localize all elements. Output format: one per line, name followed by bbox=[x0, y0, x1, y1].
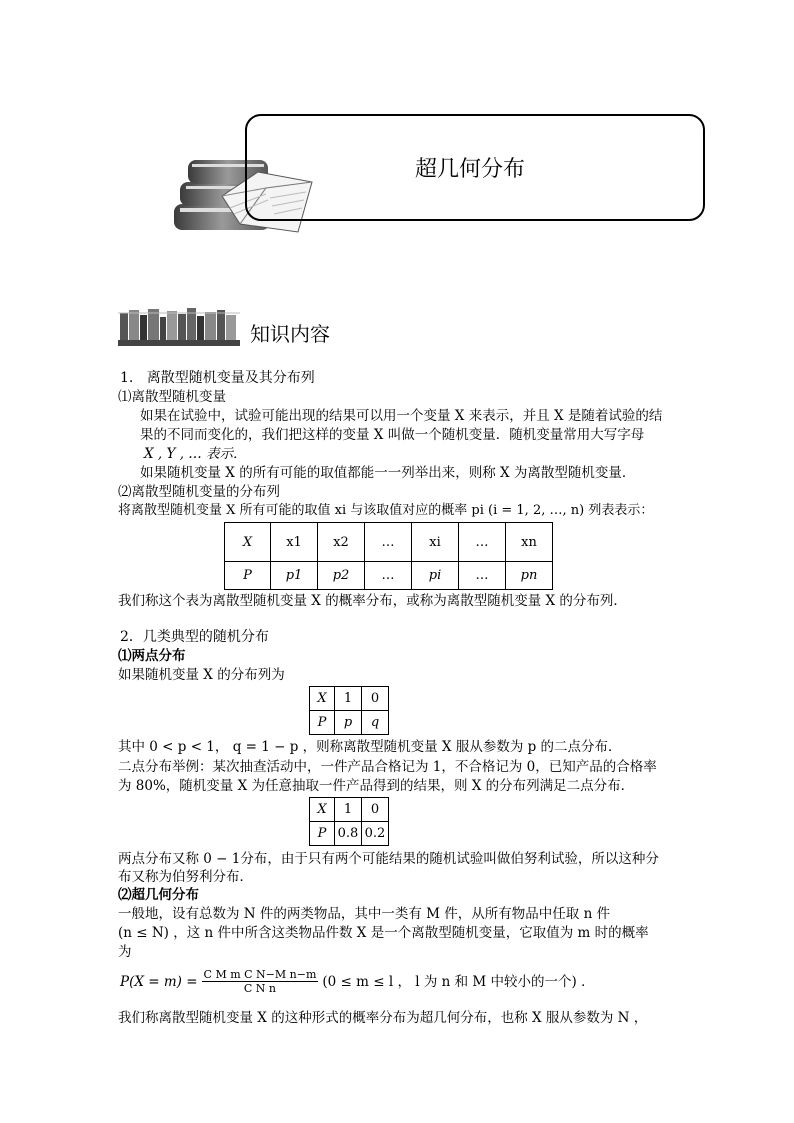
table-cell: x1 bbox=[271, 523, 318, 562]
bookshelf-icon bbox=[118, 307, 240, 347]
s1-sub1: ⑴离散型随机变量 bbox=[118, 389, 226, 405]
table-cell: xi bbox=[412, 523, 459, 562]
distribution-table bbox=[224, 522, 553, 590]
s2-para: (n ≤ N) ，这 n 件中所含这类物品件数 X 是一个离散型随机变量，它取值为 m 时的概率 bbox=[118, 925, 649, 941]
s1-para: 如果在试验中，试验可能出现的结果可以用一个变量 X 来表示，并且 X 是随着试验的结 bbox=[140, 408, 663, 424]
table-cell: x2 bbox=[318, 523, 365, 562]
two-point-table bbox=[309, 686, 389, 735]
formula-lhs: P(X = m) = bbox=[120, 973, 198, 990]
table-cell: 0.2 bbox=[362, 822, 389, 846]
s1-para: 如果随机变量 X 的所有可能的取值都能一一列举出来，则称 X 为离散型随机变量． bbox=[140, 465, 636, 481]
table-cell: p2 bbox=[318, 562, 365, 590]
table-cell: pi bbox=[412, 562, 459, 590]
table-cell: X bbox=[225, 523, 271, 562]
section-heading: 知识内容 bbox=[250, 322, 330, 346]
table-cell: P bbox=[225, 562, 271, 590]
table-cell: xn bbox=[506, 523, 553, 562]
table-cell: X bbox=[310, 798, 335, 822]
table-cell: … bbox=[365, 523, 412, 562]
table-cell: p1 bbox=[271, 562, 318, 590]
s2-para: 布又称为伯努利分布． bbox=[118, 869, 253, 885]
s1-para: X , Y , … 表示． bbox=[144, 446, 247, 462]
table-cell: q bbox=[362, 711, 389, 735]
s2-sub2: ⑵超几何分布 bbox=[118, 887, 199, 903]
s2-para: 两点分布又称 0 − 1分布，由于只有两个可能结果的随机试验叫做伯努利试验，所以这种分 bbox=[118, 851, 659, 867]
example-table bbox=[309, 797, 389, 846]
table-cell: 1 bbox=[335, 798, 362, 822]
formula-rhs: (0 ≤ m ≤ l ， l 为 n 和 M 中较小的一个) ． bbox=[322, 973, 595, 990]
table-cell: … bbox=[459, 562, 506, 590]
s2-para: 其中 0 < p < 1， q = 1 − p ，则称离散型随机变量 X 服从参数为 p 的二点分布． bbox=[118, 739, 622, 755]
s1-para: 将离散型随机变量 X 所有可能的取值 xi 与该取值对应的概率 pi (i = 1, 2, …, n) 列表表示： bbox=[118, 503, 654, 518]
table-cell: … bbox=[365, 562, 412, 590]
s2-para: 为 bbox=[118, 944, 132, 960]
page-title: 超几何分布 bbox=[414, 157, 525, 182]
formula-numerator: C M m C N−M n−m bbox=[203, 968, 317, 981]
s2-para: 一般地，设有总数为 N 件的两类物品，其中一类有 M 件，从所有物品中任取 n 件 bbox=[118, 906, 611, 922]
s1-heading: 1. 离散型随机变量及其分布列 bbox=[120, 370, 315, 386]
formula-fraction bbox=[202, 968, 319, 995]
s1-para: 果的不同而变化的，我们把这样的变量 X 叫做一个随机变量．随机变量常用大写字母 bbox=[140, 427, 645, 443]
s1-sub2: ⑵离散型随机变量的分布列 bbox=[118, 484, 280, 500]
table-cell: 0.8 bbox=[335, 822, 362, 846]
table-cell: 0 bbox=[362, 687, 389, 711]
table-cell: p bbox=[335, 711, 362, 735]
table-cell: P bbox=[310, 711, 335, 735]
table-cell: 1 bbox=[335, 687, 362, 711]
table-cell: … bbox=[459, 523, 506, 562]
s2-para: 二点分布举例：某次抽查活动中，一件产品合格记为 1，不合格记为 0，已知产品的合格率 bbox=[118, 759, 657, 775]
table-cell: 0 bbox=[362, 798, 389, 822]
s2-heading: 2．几类典型的随机分布 bbox=[120, 629, 269, 645]
table-cell: X bbox=[310, 687, 335, 711]
formula-denominator: C N n bbox=[243, 982, 277, 995]
hypergeometric-formula bbox=[120, 968, 595, 995]
s2-para: 为 80%，随机变量 X 为任意抽取一件产品得到的结果，则 X 的分布列满足二点分布． bbox=[118, 778, 635, 794]
s2-para: 如果随机变量 X 的分布列为 bbox=[118, 667, 285, 683]
s2-para: 我们称离散型随机变量 X 的这种形式的概率分布为超几何分布，也称 X 服从参数为 N ， bbox=[118, 1010, 648, 1026]
table-cell: pn bbox=[506, 562, 553, 590]
table-cell: P bbox=[310, 822, 335, 846]
s2-sub1: ⑴两点分布 bbox=[118, 648, 186, 664]
s1-para: 我们称这个表为离散型随机变量 X 的概率分布，或称为离散型随机变量 X 的分布列． bbox=[118, 593, 627, 609]
